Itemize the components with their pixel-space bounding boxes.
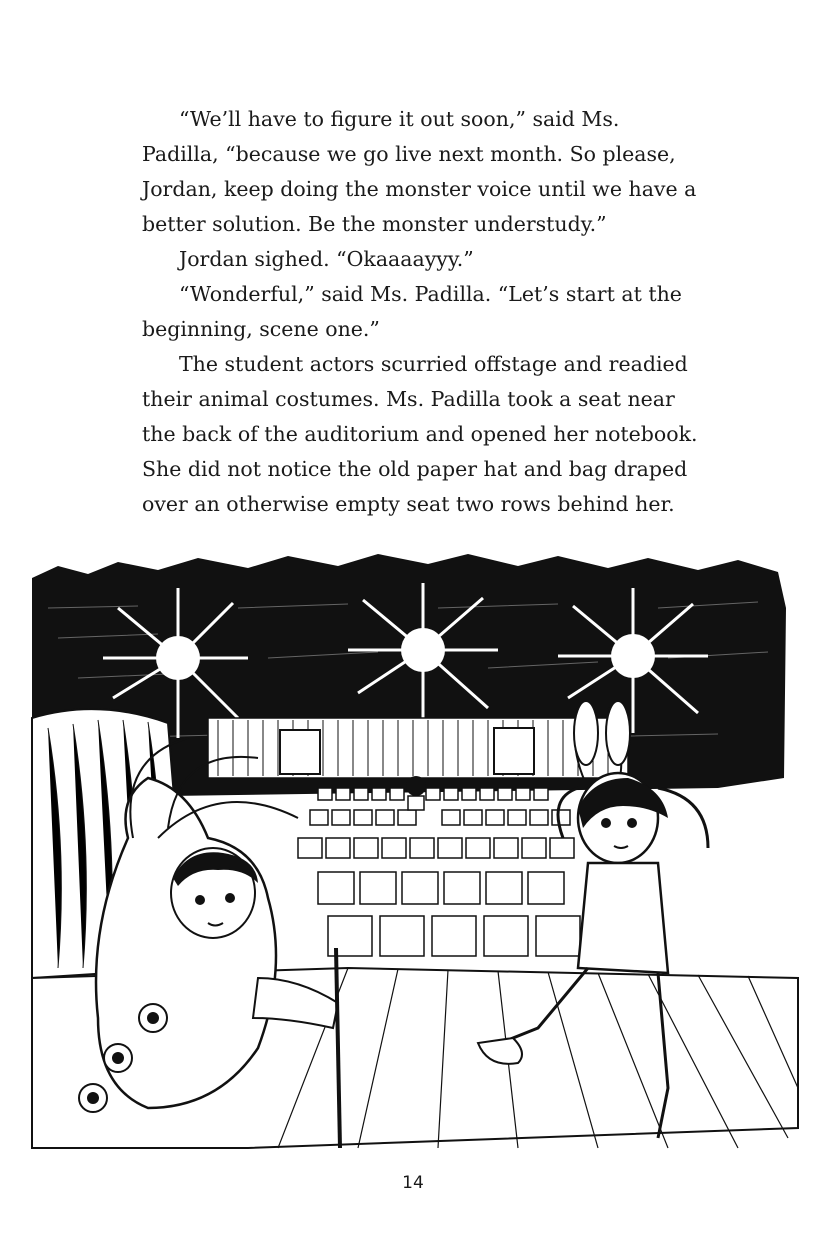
back-wall	[208, 718, 628, 778]
paragraph-4: The student actors scurried offstage and readied their animal costumes. Ms. Padilla took a seat near the back of the auditorium and opened her notebook. She did not notice the old paper hat and bag draped over an otherwise empty seat two rows behind her.	[142, 352, 698, 516]
auditorium-seats	[298, 788, 580, 956]
page-number: 14	[402, 1173, 424, 1193]
paragraph-1: “We’ll have to figure it out soon,” said Ms. Padilla, “because we go live next month. So please, Jordan, keep doing the monster voice until we have a better solution. Be the monster understudy.”	[142, 107, 697, 236]
audience-figure	[406, 776, 426, 810]
exit-door-left	[280, 730, 320, 774]
paragraph-2: Jordan sighed. “Okaaaayyy.”	[179, 247, 474, 271]
paragraph-3: “Wonderful,” said Ms. Padilla. “Let’s start at the beginning, scene one.”	[142, 282, 682, 341]
exit-door-right	[494, 728, 534, 774]
theater-illustration	[18, 548, 810, 1168]
story-text	[142, 102, 702, 522]
